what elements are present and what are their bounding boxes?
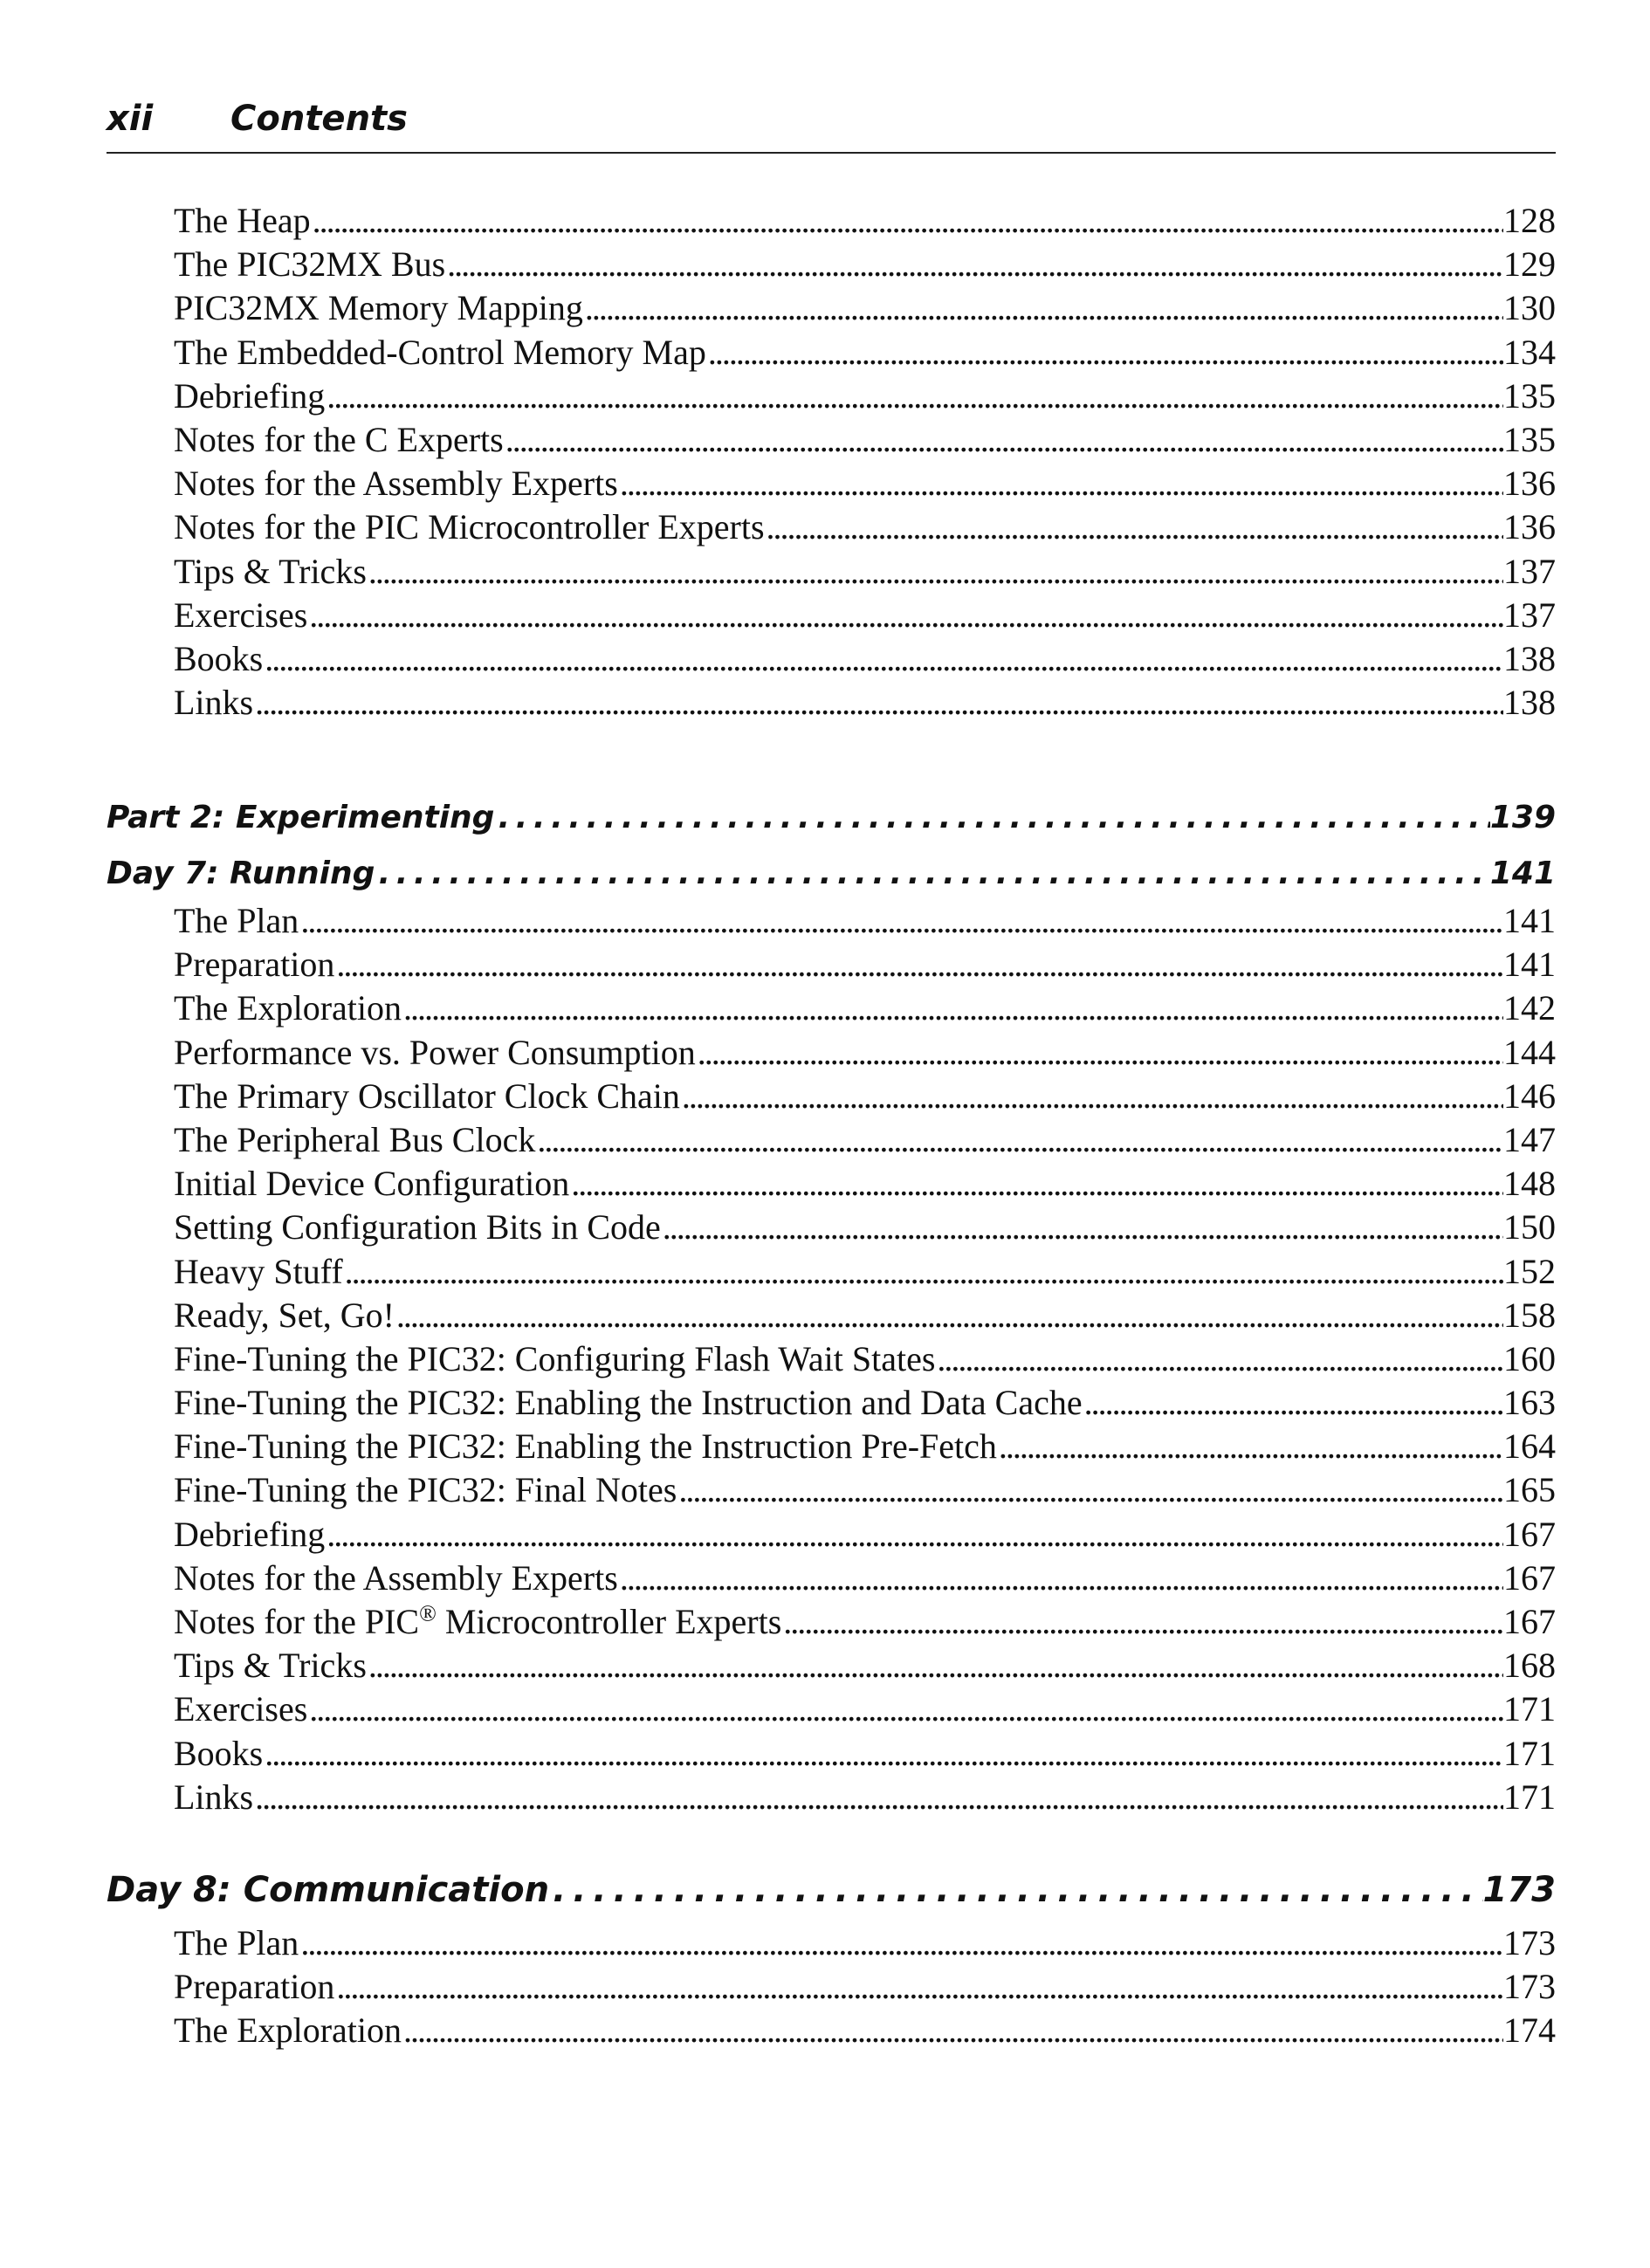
toc-entry[interactable]: Notes for the C Experts . . . 135: [174, 418, 1556, 462]
toc-day-7-entries: [0, 899, 1650, 1819]
toc-entry[interactable]: Notes for the Assembly Experts . . . 167: [174, 1557, 1556, 1600]
toc-entry[interactable]: Books . . . 171: [174, 1732, 1556, 1776]
toc-entry[interactable]: Heavy Stuff . . . 152: [174, 1250, 1556, 1294]
toc-entry[interactable]: The Plan . . . 141: [174, 899, 1556, 943]
toc-entry[interactable]: Books . . . 138: [174, 637, 1556, 681]
toc-entry[interactable]: Fine-Tuning the PIC32: Enabling the Instruction and Data Cache . . . 163: [174, 1381, 1556, 1425]
toc-entry[interactable]: Fine-Tuning the PIC32: Configuring Flash Wait States . . . 160: [174, 1337, 1556, 1381]
part-2-heading[interactable]: Part 2: Experimenting . . . 139: [107, 791, 1556, 845]
toc-day-8-entries: [0, 1921, 1650, 2053]
toc-entry[interactable]: Exercises . . . 137: [174, 594, 1556, 637]
toc-day-7-section: [0, 847, 1650, 901]
toc-entry[interactable]: Notes for the Assembly Experts . . . 136: [174, 462, 1556, 505]
toc-entry[interactable]: Notes for the PIC® Microcontroller Experts . . . 167: [174, 1600, 1556, 1644]
toc-day-8-section: [0, 1859, 1650, 1921]
toc-entry[interactable]: The Primary Oscillator Clock Chain . . . 146: [174, 1075, 1556, 1118]
toc-entry[interactable]: The Peripheral Bus Clock . . . 147: [174, 1118, 1556, 1162]
toc-entry[interactable]: The Embedded-Control Memory Map . . . 134: [174, 331, 1556, 375]
page-folio: xii: [107, 99, 154, 139]
toc-part-heading: [0, 791, 1650, 845]
toc-entry[interactable]: Notes for the PIC Microcontroller Experts . . . 136: [174, 505, 1556, 549]
toc-entry[interactable]: Links . . . 171: [174, 1776, 1556, 1819]
toc-entry[interactable]: Preparation . . . 141: [174, 943, 1556, 986]
toc-entry[interactable]: Preparation . . . 173: [174, 1965, 1556, 2009]
toc-continued-section: [0, 199, 1650, 725]
toc-entry[interactable]: Fine-Tuning the PIC32: Enabling the Instruction Pre-Fetch . . . 164: [174, 1425, 1556, 1468]
toc-entry[interactable]: The Plan . . . 173: [174, 1921, 1556, 1965]
toc-entry[interactable]: Ready, Set, Go! . . . 158: [174, 1294, 1556, 1337]
day-8-heading[interactable]: Day 8: Communication . . . 173: [107, 1859, 1556, 1921]
toc-entry[interactable]: Initial Device Configuration . . . 148: [174, 1162, 1556, 1206]
toc-entry[interactable]: The Exploration . . . 174: [174, 2009, 1556, 2052]
toc-entry[interactable]: Setting Configuration Bits in Code . . . 150: [174, 1206, 1556, 1249]
toc-entry[interactable]: The Exploration . . . 142: [174, 986, 1556, 1030]
toc-entry[interactable]: PIC32MX Memory Mapping . . . 130: [174, 286, 1556, 330]
toc-entry[interactable]: Debriefing . . . 135: [174, 375, 1556, 418]
toc-entry[interactable]: Performance vs. Power Consumption . . . 144: [174, 1031, 1556, 1075]
toc-entry[interactable]: Tips & Tricks . . . 137: [174, 550, 1556, 594]
toc-entry[interactable]: Links . . . 138: [174, 681, 1556, 725]
day-7-heading[interactable]: Day 7: Running . . . 141: [107, 847, 1556, 901]
toc-entry[interactable]: Fine-Tuning the PIC32: Final Notes . . . 165: [174, 1468, 1556, 1512]
running-title: Contents: [230, 99, 408, 139]
toc-entry[interactable]: Debriefing . . . 167: [174, 1513, 1556, 1557]
toc-entry[interactable]: The PIC32MX Bus . . . 129: [174, 243, 1556, 286]
toc-entry[interactable]: Exercises . . . 171: [174, 1687, 1556, 1731]
page-header: [107, 89, 1556, 154]
toc-entry[interactable]: The Heap . . . 128: [174, 199, 1556, 243]
toc-entry[interactable]: Tips & Tricks . . . 168: [174, 1644, 1556, 1687]
registered-mark: ®: [419, 1600, 437, 1626]
